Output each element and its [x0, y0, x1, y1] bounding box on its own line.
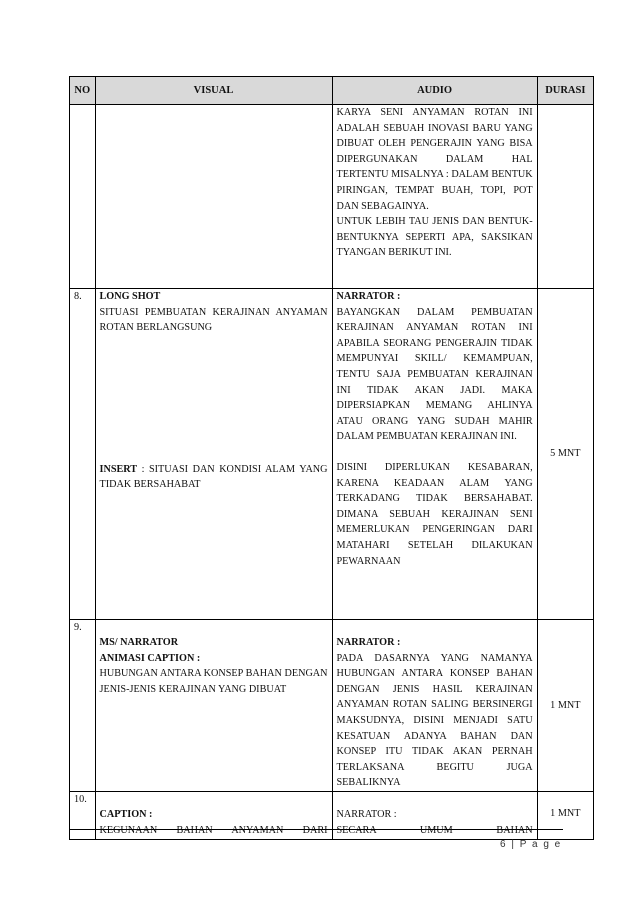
row9-audio-head: NARRATOR : [336, 637, 401, 648]
row9-no: 9. [70, 620, 96, 792]
row7-visual [95, 105, 332, 289]
row8-visual [95, 289, 332, 620]
row10-audio [332, 791, 537, 839]
row10-visual-desc: KEGUNAAN BAHAN ANYAMAN DARI [99, 824, 328, 836]
row8-audio-p1: BAYANGKAN DALAM PEMBUATAN KERAJINAN ANYAMAN ROTAN INI APABILA SEORANG PENGERAJIN TIDAK MEMPUNYAI SKILL/ KEMAMPUAN, TENTU SAJA PEMBUATAN KERAJINAN INI TIDAK AKAN JADI. MAKA DIPERSIAPKAN MEMANG AHLINYA ATAU ORANG YANG SUDAH MAHIR DALAM PEMBUATAN KERAJINAN INI. [336, 306, 533, 443]
row9-visual-head2: ANIMASI CAPTION : [99, 652, 201, 664]
row8-insert-desc: : SITUASI DAN KONDISI ALAM YANG TIDAK BERSAHABAT [99, 463, 328, 491]
table-row-8 [70, 289, 594, 620]
footer-rule [69, 829, 563, 830]
row10-audio-head: NARRATOR : [336, 808, 397, 820]
row9-audio-text: PADA DASARNYA YANG NAMANYA HUBUNGAN ANTARA KONSEP BAHAN DENGAN JENIS HASIL KERAJINAN ANYAMAN ROTAN SALING BERSINERGI MAKSUDNYA, DISINI MENJADI SATU KESATUAN ADANYA BAHAN DAN KONSEP ITU TIDAK AKAN PERNAH TERLAKSANA BEGITU JUGA SEBALIKNYA [336, 652, 533, 789]
script-table [69, 76, 594, 840]
row9-visual-head1: MS/ NARRATOR [99, 637, 179, 648]
header-row [70, 77, 594, 105]
row9-durasi: 1 MNT [537, 620, 593, 792]
row8-no: 8. [70, 289, 96, 620]
row10-durasi: 1 MNT [537, 791, 593, 839]
page-number: 6 | P a g e [500, 839, 562, 850]
row9-visual-desc: HUBUNGAN ANTARA KONSEP BAHAN DENGAN JENIS-JENIS KERAJINAN YANG DIBUAT [99, 668, 328, 695]
row10-visual [95, 791, 332, 839]
row7-audio-p2: UNTUK LEBIH TAU JENIS DAN BENTUK-BENTUKNYA SEPERTI APA, SAKSIKAN TYANGAN BERIKUT INI. [336, 216, 533, 259]
row8-durasi: 5 MNT [537, 289, 593, 620]
row7-audio-p1: KARYA SENI ANYAMAN ROTAN INI ADALAH SEBUAH INOVASI BARU YANG DIBUAT OLEH PENGERAJIN YANG BISA DIPERGUNAKAN DALAM HAL TERTENTU MISALNYA : DALAM BENTUK PIRINGAN, TEMPAT BUAH, TOPI, POT DAN SEBAGAINYA. [336, 107, 533, 212]
row7-durasi [537, 105, 593, 289]
row7-no [70, 105, 96, 289]
row8-visual-insert [100, 462, 328, 493]
row8-audio-p2: DISINI DIPERLUKAN KESABARAN, KARENA KEADAAN ALAM YANG TERKADANG TIDAK BERSAHABAT. DIMANA SEBUAH KERAJINAN SENI MEMERLUKAN PENGERINGAN DARI MATAHARI SETELAH DILAKUKAN PEWARNAAN [336, 461, 533, 567]
row9-visual [95, 620, 332, 792]
table-row-10 [70, 791, 594, 839]
header-audio: AUDIO [332, 77, 537, 105]
row10-no: 10. [70, 791, 96, 839]
row8-visual-desc: SITUASI PEMBUATAN KERAJINAN ANYAMAN ROTAN BERLANGSUNG [99, 306, 328, 334]
row10-visual-head: CAPTION : [99, 808, 153, 820]
row8-insert-label: INSERT [99, 463, 138, 475]
row10-audio-text: SECARA UMUM BAHAN [336, 824, 533, 836]
header-durasi: DURASI [537, 77, 593, 105]
row9-audio [332, 620, 537, 792]
row7-audio [332, 105, 537, 289]
header-visual: VISUAL [95, 77, 332, 105]
row8-audio-head: NARRATOR : [336, 291, 401, 302]
row8-audio [332, 289, 537, 620]
table-row-9 [70, 620, 594, 792]
table-row-7 [70, 105, 594, 289]
row8-visual-shot: LONG SHOT [99, 291, 161, 302]
header-no: NO [70, 77, 96, 105]
